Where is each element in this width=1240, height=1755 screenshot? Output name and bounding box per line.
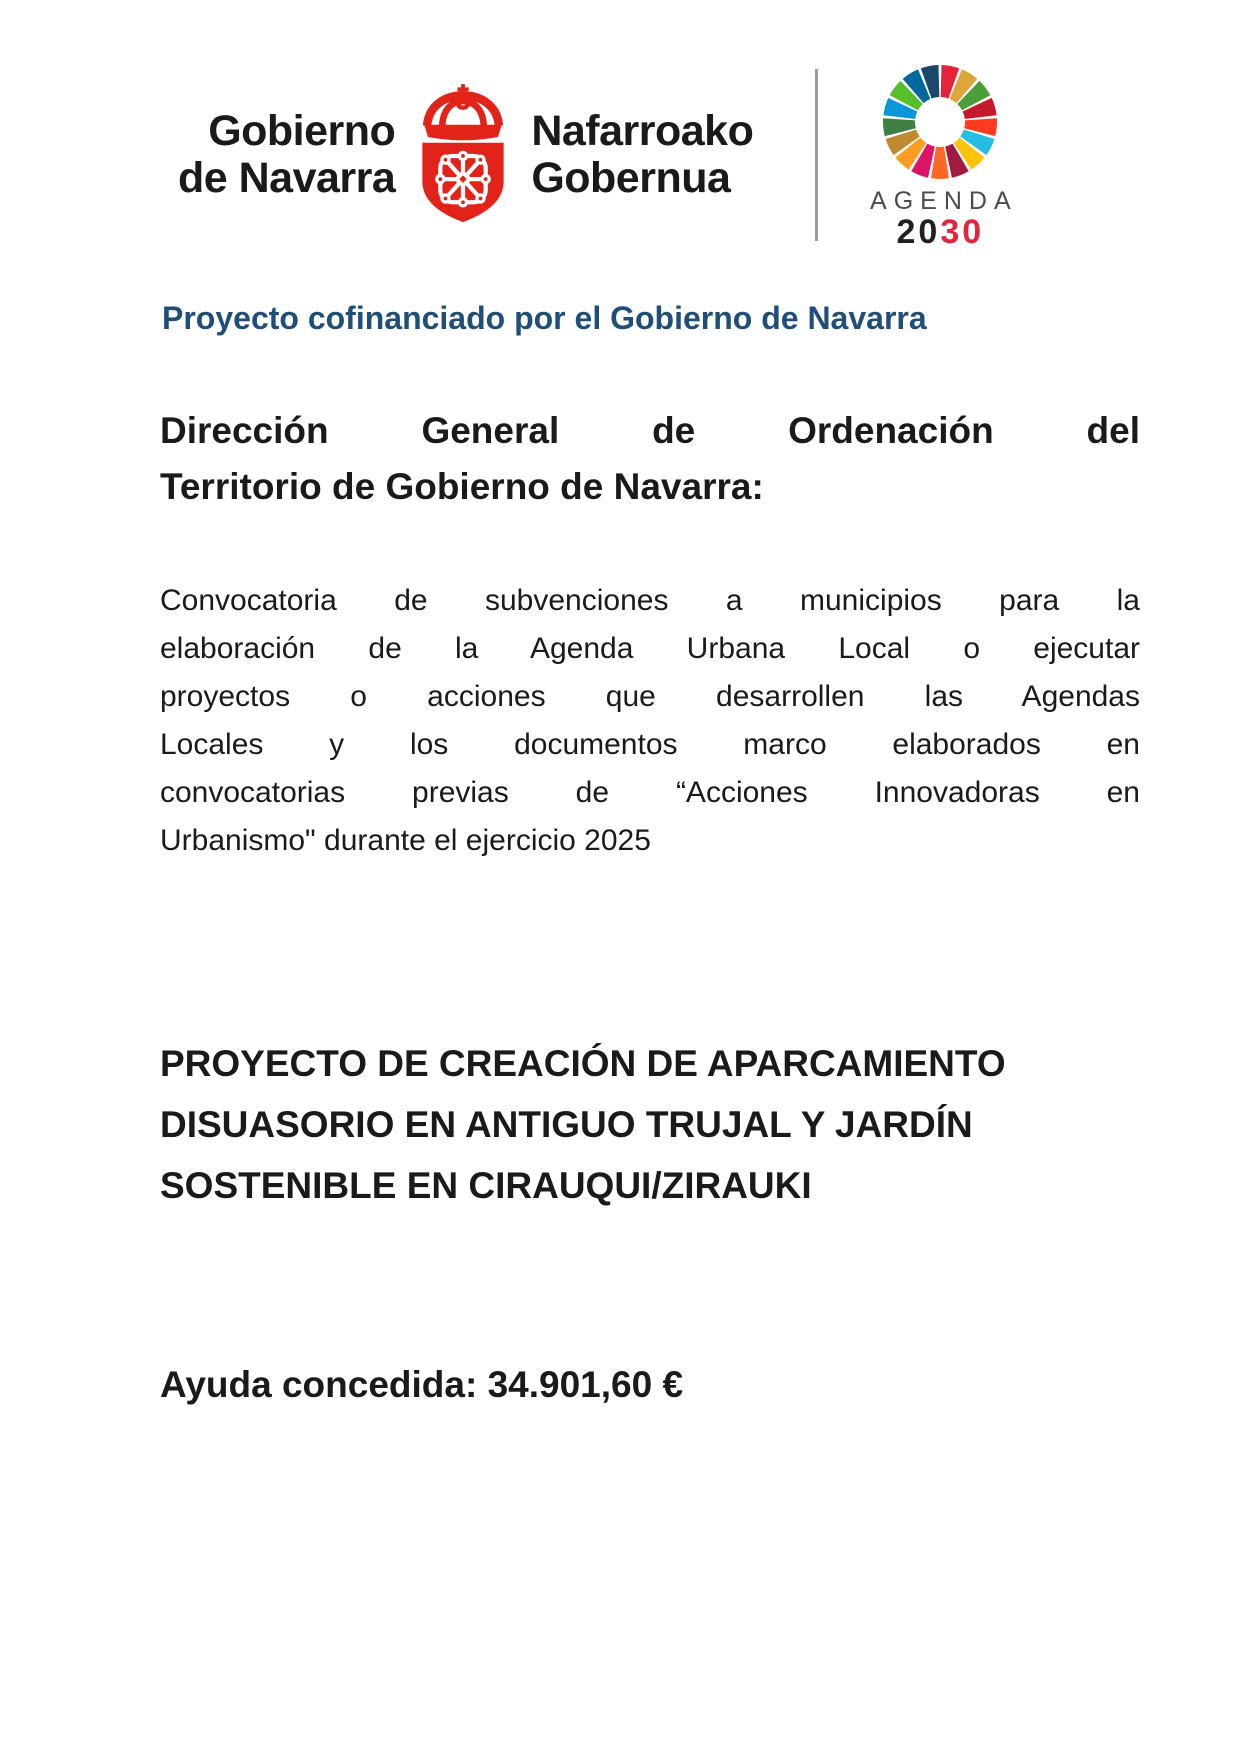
agenda-2030-logo [852,62,1028,251]
call-description-paragraph [160,577,1140,865]
project-title-line: DISUASORIO EN ANTIGUO TRUJAL Y JARDÍN [160,1104,973,1145]
agenda-2030-year [896,213,985,251]
section-heading [160,403,1140,515]
gobierno-line1: Gobierno [208,107,396,155]
nafarroako-line2: Gobernua [531,154,731,202]
paragraph-line: elaboración de la Agenda Urbana Local o ejecutar [160,632,1140,665]
header-divider [815,69,818,241]
navarra-coat-of-arms-icon [411,80,515,230]
project-title [160,1033,1140,1216]
gobierno-de-navarra-logo [178,80,753,230]
agenda-year-20: 20 [896,213,941,251]
paragraph-line: proyectos o acciones que desarrollen las Agendas [160,680,1140,713]
section-heading-line: Dirección General de Ordenación del [160,410,1140,451]
agenda-label: AGENDA [870,187,1018,215]
cofinanced-statement: Proyecto cofinanciado por el Gobierno de Navarra [162,300,927,336]
nafarroako-gobernua-text [531,108,753,202]
sdg-wheel-icon [880,62,1000,182]
header-logos [178,62,1240,251]
gobierno-line2: de Navarra [178,154,396,202]
sdg-wheel-segment [931,147,949,179]
nafarroako-line1: Nafarroako [531,107,754,155]
gobierno-de-navarra-text [178,108,395,202]
section-heading-line: Territorio de Gobierno de Navarra: [160,466,764,507]
project-title-line: SOSTENIBLE EN CIRAUQUI/ZIRAUKI [160,1165,812,1206]
agenda-year-30: 30 [940,213,985,251]
paragraph-line: Locales y los documentos marco elaborados en [160,728,1140,761]
paragraph-line: convocatorias previas de “Acciones Innovadoras en [160,776,1140,809]
paragraph-line: Convocatoria de subvenciones a municipios para la [160,584,1140,617]
paragraph-line: Urbanismo" durante el ejercicio 2025 [160,824,651,857]
grant-amount: Ayuda concedida: 34.901,60 € [160,1364,684,1405]
document-body [160,300,1140,1406]
project-title-line: PROYECTO DE CREACIÓN DE APARCAMIENTO [160,1043,1006,1084]
